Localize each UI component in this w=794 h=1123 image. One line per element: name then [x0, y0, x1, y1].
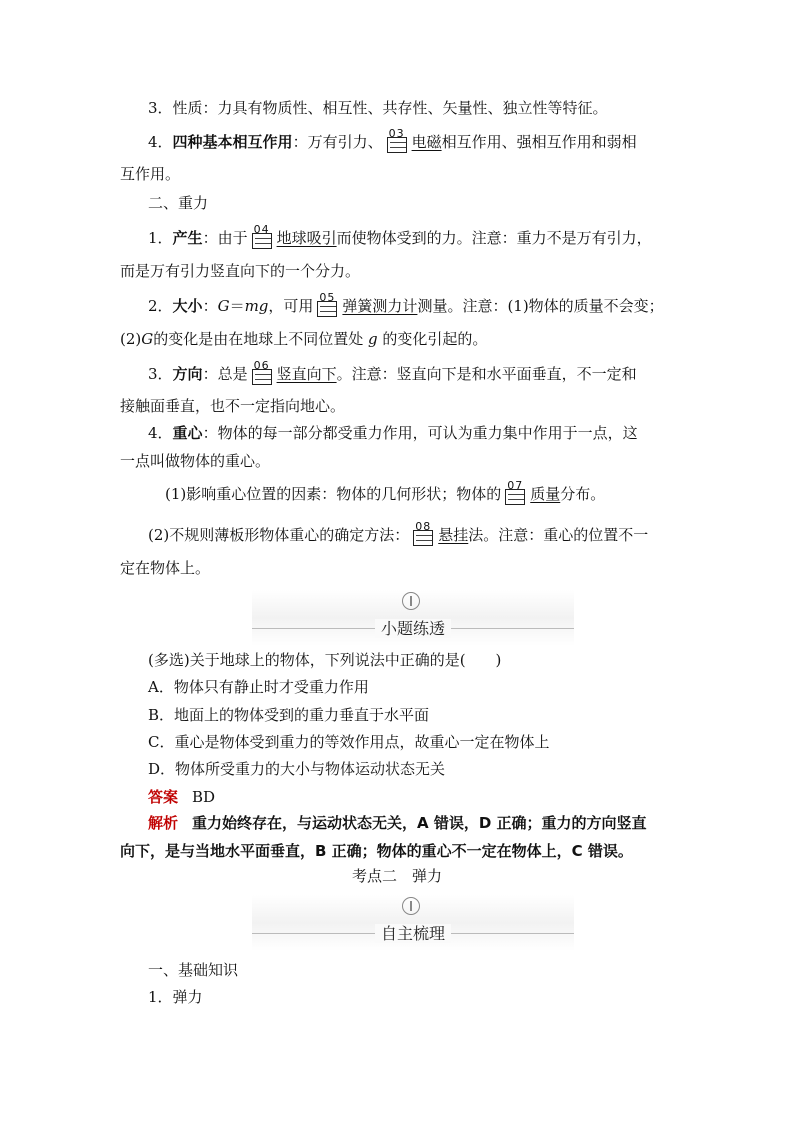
bold-term: 产生 — [172, 229, 203, 247]
gravity-item-1: 1．产生：由于 04 地球吸引而使物体受到的力。注意：重力不是万有引力， — [148, 223, 652, 247]
elastic-force-item: 1．弹力 — [148, 988, 203, 1006]
gravity-item-4-cont: 一点叫做物体的重心。 — [120, 452, 271, 470]
analysis-line-2: 向下，是与当地水平面垂直，B 正确；物体的重心不一定在物体上，C 错误。 — [120, 842, 633, 860]
answer-label: 答案 — [148, 788, 179, 806]
basic-knowledge-heading: 一、基础知识 — [148, 961, 239, 979]
analysis-label: 解析 — [148, 814, 179, 832]
blank-box-icon: 03 — [387, 133, 409, 153]
blank-box-icon: 04 — [252, 229, 274, 249]
gravity-item-4-sub-2: (2)不规则薄板形物体重心的确定方法： 08 悬挂法。注意：重心的位置不一 — [148, 520, 649, 544]
analysis-text: 重力始终存在，与运动状态无关，A 错误，D 正确；重力的方向竖直 — [192, 814, 647, 832]
leaf-icon — [402, 897, 420, 915]
item-4-cont: 互作用。 — [120, 165, 181, 183]
blank-box-icon: 06 — [252, 365, 274, 385]
gravity-item-2: 2．大小：G＝mg，可用 05 弹簧测力计测量。注意：(1)物体的质量不会变； — [148, 291, 664, 315]
gravity-item-4-sub-1: (1)影响重心位置的因素：物体的几何形状；物体的 07 质量分布。 — [165, 479, 606, 503]
text: 相互作用、强相互作用和弱相 — [441, 133, 637, 151]
banner-title: 小题练透 — [375, 619, 451, 638]
blank-box-icon: 07 — [505, 485, 527, 505]
section-banner-review — [252, 895, 574, 951]
bold-term: 大小 — [172, 297, 203, 315]
answer-line — [148, 787, 215, 807]
section-heading-gravity: 二、重力 — [148, 194, 209, 212]
item-number: 4． — [148, 133, 173, 151]
gravity-item-4: 4．重心：物体的每一部分都受重力作用，可认为重力集中作用于一点，这 — [148, 424, 638, 442]
bold-term: 四种基本相互作用 — [172, 133, 293, 151]
blank-box-icon: 05 — [317, 297, 339, 317]
gravity-item-3: 3．方向：总是 06 竖直向下。注意：竖直向下是和水平面垂直，不一定和 — [148, 359, 637, 383]
gravity-item-1-cont: 而是万有引力竖直向下的一个分力。 — [120, 262, 361, 280]
pencil-icon — [402, 592, 420, 610]
answer-fill: 电磁 — [411, 133, 442, 151]
answer-fill: 质量 — [530, 485, 561, 503]
blank-box-icon: 08 — [413, 526, 435, 546]
answer-fill: 悬挂 — [438, 526, 469, 544]
answer-fill: 弹簧测力计 — [342, 297, 418, 315]
answer-value: BD — [192, 788, 216, 806]
banner-title: 自主梳理 — [375, 924, 451, 943]
option-d: D．物体所受重力的大小与物体运动状态无关 — [148, 760, 446, 778]
gravity-item-4-sub-2-cont: 定在物体上。 — [120, 559, 211, 577]
section-title-elastic: 考点二 弹力 — [351, 867, 442, 885]
formula: G — [217, 297, 230, 315]
bold-term: 重心 — [172, 424, 203, 442]
formula: mg — [244, 297, 269, 315]
question-stem: (多选)关于地球上的物体，下列说法中正确的是( ) — [148, 651, 502, 669]
option-a: A．物体只有静止时才受重力作用 — [148, 678, 369, 696]
item-4-interactions — [148, 127, 637, 153]
gravity-item-2-cont: (2)G的变化是由在地球上不同位置处 g 的变化引起的。 — [120, 330, 488, 348]
option-b: B．地面上的物体受到的重力垂直于水平面 — [148, 706, 430, 724]
answer-fill: 地球吸引 — [276, 229, 337, 247]
analysis-line-1 — [148, 813, 647, 833]
gravity-item-3-cont: 接触面垂直，也不一定指向地心。 — [120, 397, 346, 415]
item-3-properties: 3．性质：力具有物质性、相互性、共存性、矢量性、独立性等特征。 — [148, 99, 608, 117]
bold-term: 方向 — [172, 365, 203, 383]
section-banner-practice — [252, 590, 574, 646]
text: ：万有引力、 — [292, 133, 383, 151]
option-c: C．重心是物体受到重力的等效作用点，故重心一定在物体上 — [148, 733, 550, 751]
answer-fill: 竖直向下 — [276, 365, 337, 383]
